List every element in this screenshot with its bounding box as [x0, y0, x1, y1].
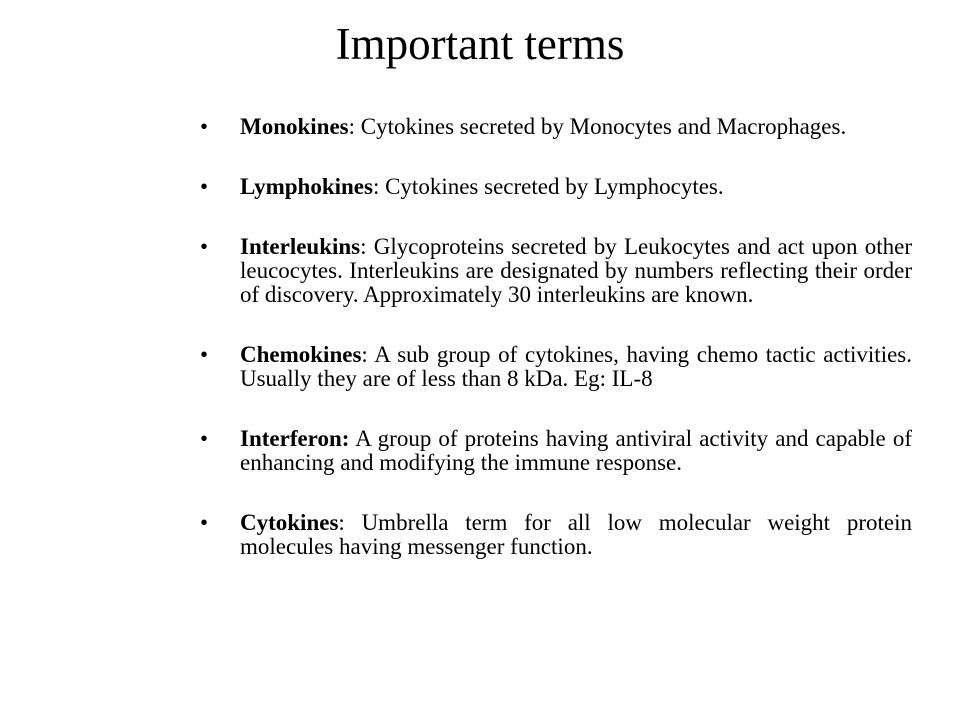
- term-definition: Glycoproteins secreted by Leukocytes and act upon other leucocytes. Interleukins are designated by numbers reflecting their order of discovery. Approximately 30 interleukins are known.: [240, 234, 912, 307]
- bullet-icon: •: [200, 426, 209, 451]
- term-name: Interleukins: [240, 234, 361, 259]
- term-definition: Cytokines secreted by Lymphocytes.: [379, 174, 724, 199]
- terms-list: [200, 115, 912, 559]
- term-item-monokines: [200, 115, 912, 139]
- term-definition: A sub group of cytokines, having chemo tactic activities. Usually they are of less than 8 kDa. Eg: IL-8: [240, 342, 912, 391]
- term-separator: :: [360, 234, 367, 259]
- term-item-cytokines: [200, 511, 912, 559]
- term-name: Cytokines: [240, 510, 339, 535]
- bullet-icon: •: [200, 174, 209, 199]
- term-name: Monokines: [240, 114, 349, 139]
- term-item-chemokines: [200, 343, 912, 391]
- term-separator: :: [338, 510, 345, 535]
- bullet-icon: •: [200, 342, 209, 367]
- term-name: Interferon:: [240, 426, 350, 451]
- term-item-interleukins: [200, 235, 912, 307]
- term-definition: A group of proteins having antiviral activity and capable of enhancing and modifying the immune response.: [240, 426, 912, 475]
- term-definition: Umbrella term for all low molecular weight protein molecules having messenger function.: [240, 510, 912, 559]
- term-definition: Cytokines secreted by Monocytes and Macrophages.: [355, 114, 847, 139]
- term-name: Chemokines: [240, 342, 362, 367]
- bullet-icon: •: [200, 234, 209, 259]
- term-separator: :: [361, 342, 368, 367]
- bullet-icon: •: [200, 114, 209, 139]
- term-separator: :: [372, 174, 380, 199]
- term-name: Lymphokines: [240, 174, 373, 199]
- term-separator: :: [348, 114, 356, 139]
- bullet-icon: •: [200, 510, 209, 535]
- slide-title: Important terms: [335, 19, 625, 69]
- term-item-lymphokines: [200, 175, 912, 199]
- term-item-interferon: [200, 427, 912, 475]
